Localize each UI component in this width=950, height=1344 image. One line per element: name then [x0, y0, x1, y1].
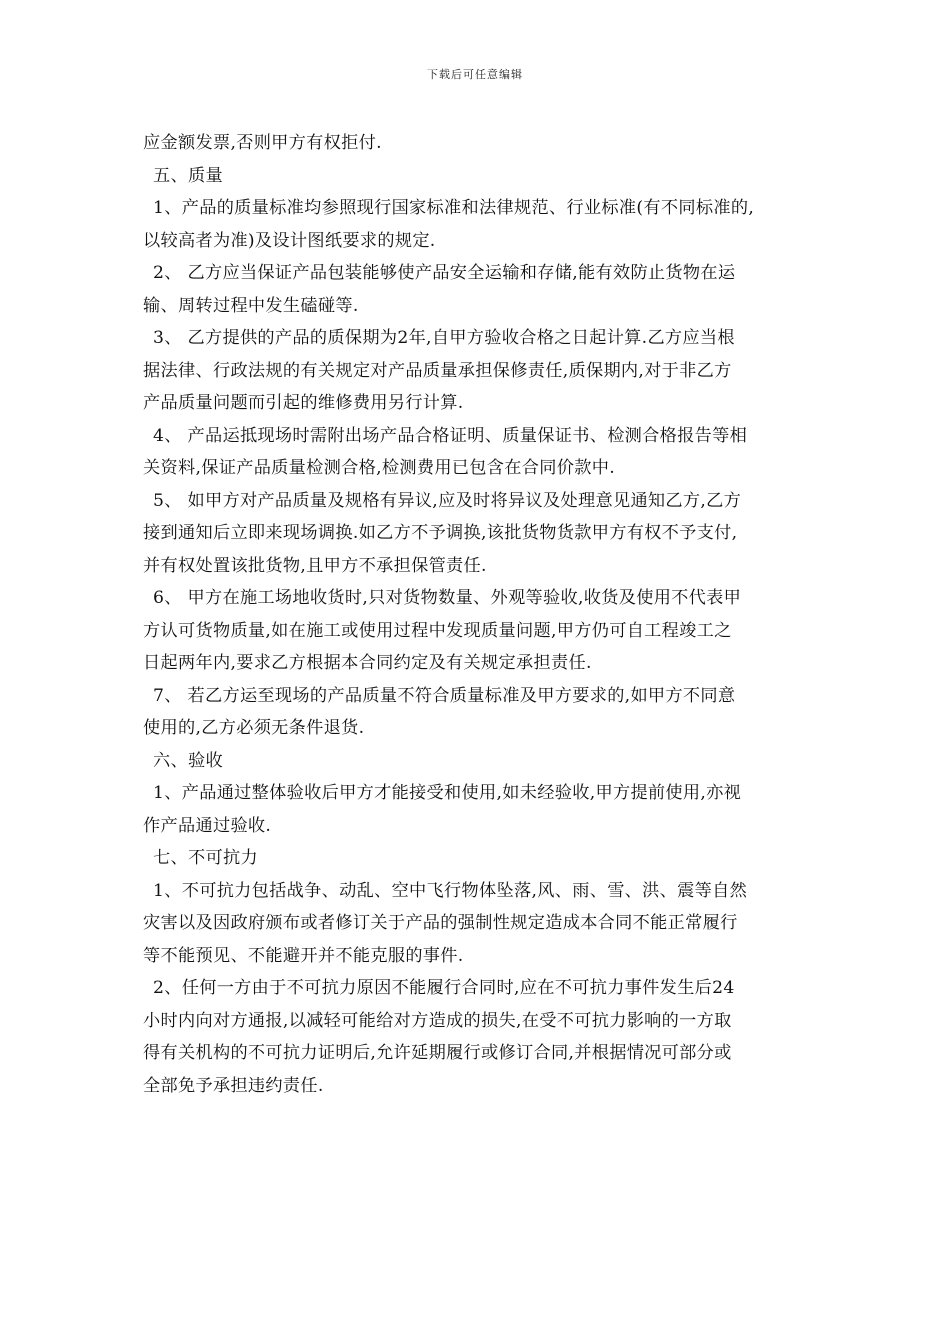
paragraph-line: 2、任何一方由于不可抗力原因不能履行合同时,应在不可抗力事件发生后24 — [153, 978, 735, 998]
paragraph-line: 等不能预见、不能避开并不能克服的事件. — [143, 945, 464, 966]
paragraph-line: 输、周转过程中发生磕碰等. — [143, 295, 359, 316]
paragraph-line: 据法律、行政法规的有关规定对产品质量承担保修责任,质保期内,对于非乙方 — [143, 360, 732, 381]
section-heading-acceptance: 六、验收 — [153, 750, 223, 771]
paragraph-line: 关资料,保证产品质量检测合格,检测费用已包含在合同价款中. — [143, 458, 615, 478]
paragraph-line: 5、 如甲方对产品质量及规格有异议,应及时将异议及处理意见通知乙方,乙方 — [153, 490, 742, 511]
paragraph-line: 6、 甲方在施工场地收货时,只对货物数量、外观等验收,收货及使用不代表甲 — [153, 588, 742, 608]
paragraph-line: 4、 产品运抵现场时需附出场产品合格证明、质量保证书、检测合格报告等相 — [153, 425, 748, 446]
paragraph-line: 以较高者为准)及设计图纸要求的规定. — [143, 230, 436, 251]
paragraph-line: 3、 乙方提供的产品的质保期为2年,自甲方验收合格之日起计算.乙方应当根 — [153, 328, 735, 348]
paragraph-line: 使用的,乙方必须无条件退货. — [143, 718, 365, 738]
section-heading-force-majeure: 七、不可抗力 — [153, 848, 258, 868]
document-body — [143, 127, 815, 1102]
paragraph-line: 全部免予承担违约责任. — [143, 1075, 324, 1096]
paragraph-line: 得有关机构的不可抗力证明后,允许延期履行或修订合同,并根据情况可部分或 — [143, 1043, 732, 1063]
paragraph-line: 日起两年内,要求乙方根据本合同约定及有关规定承担责任. — [143, 653, 592, 673]
paragraph-line: 灾害以及因政府颁布或者修订关于产品的强制性规定造成本合同不能正常履行 — [143, 913, 738, 933]
paragraph-line: 并有权处置该批货物,且甲方不承担保管责任. — [143, 555, 487, 576]
paragraph-line: 作产品通过验收. — [143, 815, 272, 836]
section-heading-quality: 五、质量 — [153, 165, 223, 186]
paragraph-line: 小时内向对方通报,以减轻可能给对方造成的损失,在受不可抗力影响的一方取 — [143, 1010, 732, 1031]
paragraph-line: 7、 若乙方运至现场的产品质量不符合质量标准及甲方要求的,如甲方不同意 — [153, 685, 736, 706]
paragraph-line: 1、产品的质量标准均参照现行国家标准和法律规范、行业标准(有不同标准的, — [153, 198, 755, 218]
paragraph-line: 方认可货物质量,如在施工或使用过程中发现质量问题,甲方仍可自工程竣工之 — [143, 620, 732, 641]
paragraph-line: 产品质量问题而引起的维修费用另行计算. — [143, 393, 464, 413]
paragraph-line: 应金额发票,否则甲方有权拒付. — [143, 133, 382, 153]
page-header: 下载后可任意编辑 — [427, 68, 523, 81]
paragraph-line: 1、产品通过整体验收后甲方才能接受和使用,如未经验收,甲方提前使用,亦视 — [153, 783, 742, 803]
paragraph-line: 2、 乙方应当保证产品包装能够使产品安全运输和存储,能有效防止货物在运 — [153, 263, 736, 283]
paragraph-line: 1、不可抗力包括战争、动乱、空中飞行物体坠落,风、雨、雪、洪、震等自然 — [153, 880, 748, 901]
paragraph-line: 接到通知后立即来现场调换.如乙方不予调换,该批货物货款甲方有权不予支付, — [143, 523, 738, 543]
